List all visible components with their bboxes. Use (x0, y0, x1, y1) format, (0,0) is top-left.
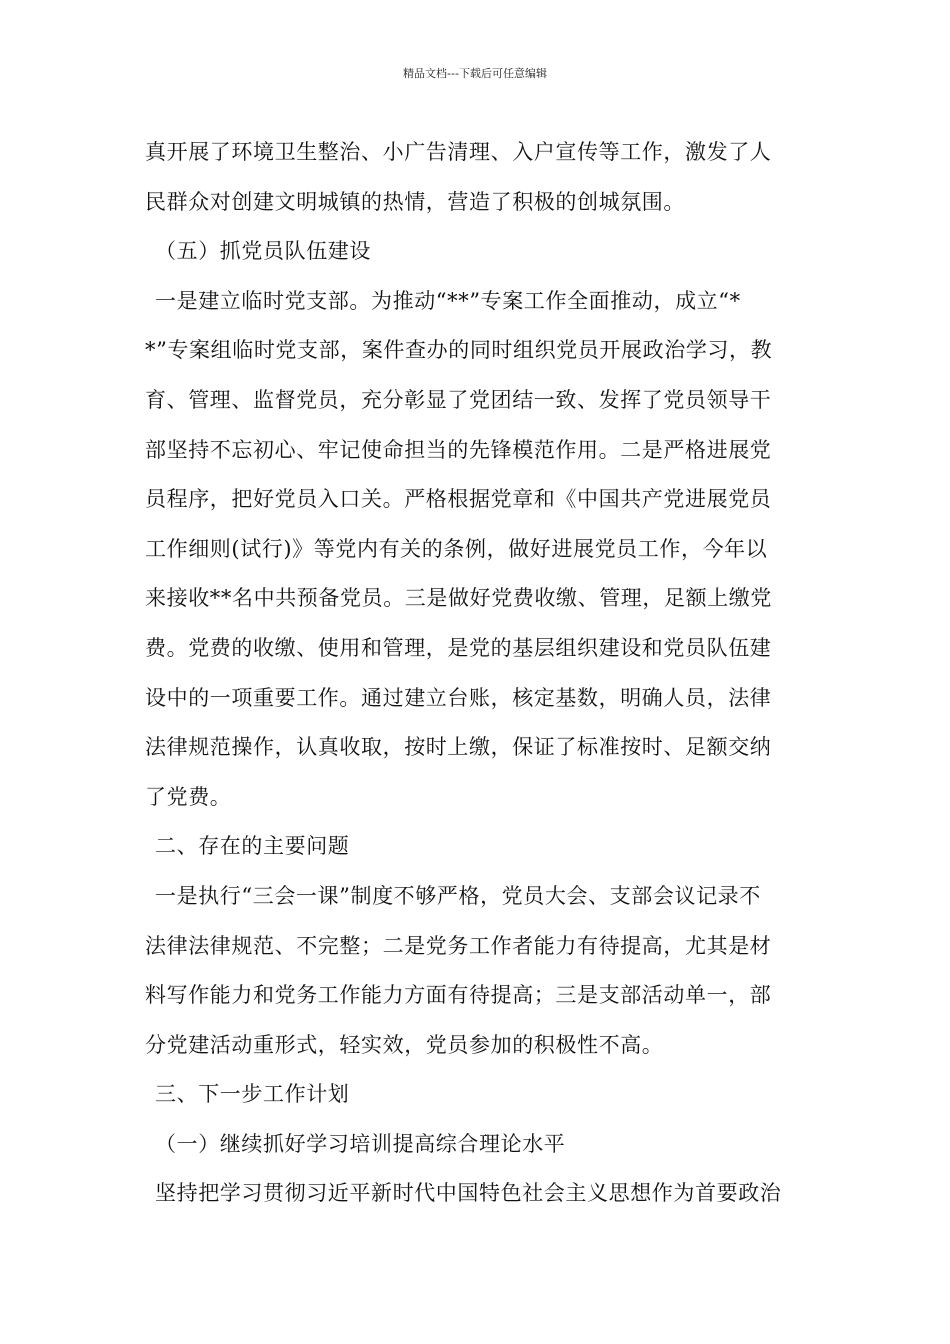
document-body (145, 128, 805, 1219)
paragraph-line: 工作细则(试行)》等党内有关的条例，做好进展党员工作，今年以 (145, 536, 768, 561)
paragraph-line: 分党建活动重形式，轻实效，党员参加的积极性不高。 (145, 1032, 664, 1057)
section-heading: 三、下一步工作计划 (155, 1082, 350, 1107)
paragraph-line: 坚持把学习贯彻习近平新时代中国特色社会主义思想作为首要政治 (155, 1181, 782, 1206)
paragraph-line: 设中的一项重要工作。通过建立台账，核定基数，明确人员，法律 (145, 685, 772, 710)
paragraph-line: 民群众对创建文明城镇的热情，营造了积极的创城氛围。 (145, 189, 685, 214)
paragraph-line: 料写作能力和党务工作能力方面有待提高；三是支部活动单一，部 (145, 983, 772, 1008)
paragraph-line: 法律规范操作，认真收取，按时上缴，保证了标准按时、足额交纳 (145, 735, 772, 760)
paragraph-line: 费。党费的收缴、使用和管理，是党的基层组织建设和党员队伍建 (145, 635, 772, 660)
paragraph-line: 真开展了环境卫生整治、小广告清理、入户宣传等工作，激发了人 (145, 140, 772, 164)
paragraph-line: *”专案组临时党支部，案件查办的同时组织党员开展政治学习，教 (145, 338, 773, 363)
paragraph-line: 一是执行“三会一课”制度不够严格，党员大会、支部会议记录不 (155, 883, 761, 908)
paragraph-line: 了党费。 (145, 784, 232, 809)
paragraph-line: 育、管理、监督党员，充分彰显了党团结一致、发挥了党员领导干 (145, 387, 772, 412)
section-heading: （五）抓党员队伍建设 (155, 239, 371, 264)
page-header: 精品文档---下载后可任意编辑 (403, 67, 547, 80)
section-heading: （一）继续抓好学习培训提高综合理论水平 (155, 1131, 566, 1156)
paragraph-line: 部坚持不忘初心、牢记使命担当的先锋模范作用。二是严格进展党 (145, 437, 772, 462)
section-heading: 二、存在的主要问题 (155, 834, 350, 859)
paragraph-line: 来接收**名中共预备党员。三是做好党费收缴、管理，足额上缴党 (145, 586, 772, 611)
paragraph-line: 员程序，把好党员入口关。严格根据党章和《中国共产党进展党员 (145, 487, 772, 512)
paragraph-line: 法律法律规范、不完整；二是党务工作者能力有待提高，尤其是材 (145, 933, 772, 958)
paragraph-line: 一是建立临时党支部。为推动“**”专案工作全面推动，成立“* (155, 288, 741, 313)
